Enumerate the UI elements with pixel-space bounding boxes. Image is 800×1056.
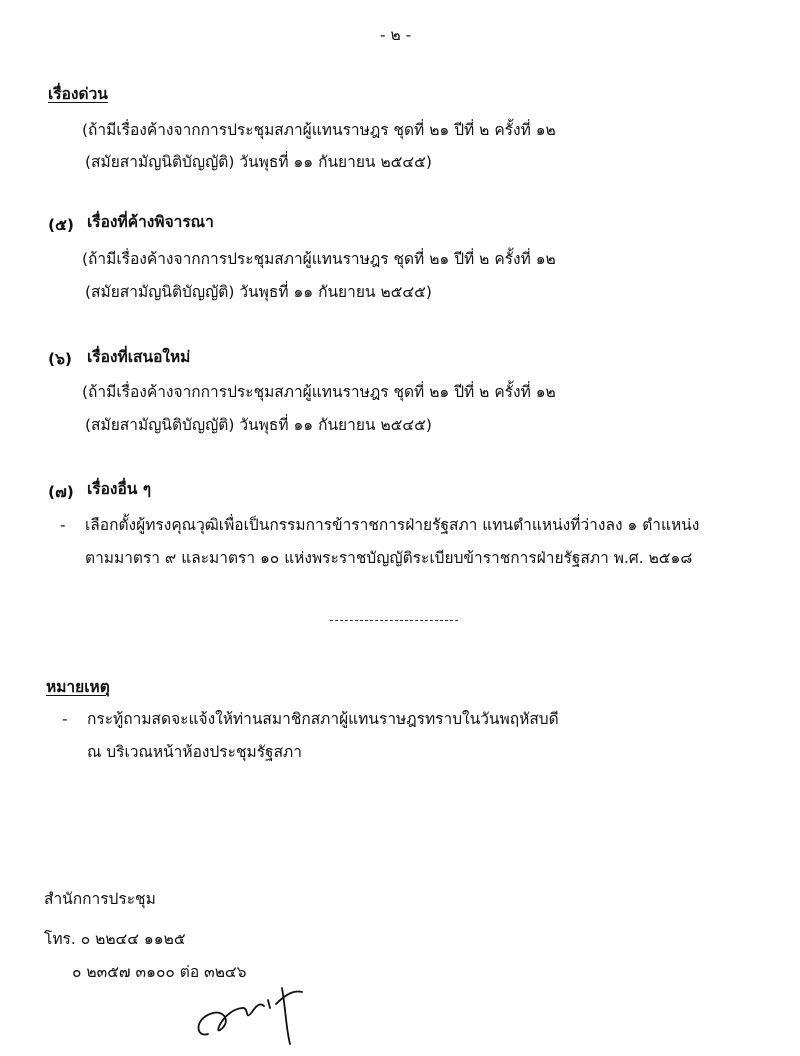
page-number: - ๒ - [380,26,412,44]
note-line-1: กระทู้ถามสดจะแจ้งให้ท่านสมาชิกสภาผู้แทนราษฎรทราบในวันพฤหัสบดี [87,710,559,728]
section-5-line-2: (สมัยสามัญนิติบัญญัติ) วันพุธที่ ๑๑ กันยายน ๒๕๔๕) [85,283,432,301]
separator-line [330,620,458,621]
section-5-heading: เรื่องที่ค้างพิจารณา [87,213,214,231]
note-line-2: ณ บริเวณหน้าห้องประชุมรัฐสภา [87,743,302,761]
section-7-number: (๗) [48,483,74,501]
section-7-heading: เรื่องอื่น ๆ [87,480,152,498]
section-7-bullet: - [60,516,66,534]
note-bullet: - [62,710,68,728]
urgent-line-1: (ถ้ามีเรื่องค้างจากการประชุมสภาผู้แทนราษฎร ชุดที่ ๒๑ ปีที่ ๒ ครั้งที่ ๑๒ [82,121,556,139]
phone-1: โทร. ๐ ๒๒๔๔ ๑๑๒๕ [44,930,186,948]
section-6-line-1: (ถ้ามีเรื่องค้างจากการประชุมสภาผู้แทนราษฎร ชุดที่ ๒๑ ปีที่ ๒ ครั้งที่ ๑๒ [82,383,556,401]
office-name: สำนักการประชุม [44,890,156,908]
phone-2: ๐ ๒๓๕๗ ๓๑๐๐ ต่อ ๓๒๔๖ [72,963,247,981]
urgent-heading: เรื่องด่วน [48,85,108,103]
section-6-heading: เรื่องที่เสนอใหม่ [87,348,191,366]
section-7-line-1: เลือกตั้งผู้ทรงคุณวุฒิเพื่อเป็นกรรมการข้าราชการฝ่ายรัฐสภา แทนตำแหน่งที่ว่างลง ๑ ตำแหน่ง [85,516,700,534]
section-5-line-1: (ถ้ามีเรื่องค้างจากการประชุมสภาผู้แทนราษฎร ชุดที่ ๒๑ ปีที่ ๒ ครั้งที่ ๑๒ [82,250,556,268]
signature-icon [190,982,310,1046]
section-5-number: (๕) [48,216,74,234]
section-6-number: (๖) [48,350,73,368]
section-7-line-2: ตามมาตรา ๙ และมาตรา ๑๐ แห่งพระราชบัญญัติระเบียบข้าราชการฝ่ายรัฐสภา พ.ศ. ๒๕๑๘ [85,549,693,567]
urgent-line-2: (สมัยสามัญนิติบัญญัติ) วันพุธที่ ๑๑ กันยายน ๒๕๔๕) [85,153,432,171]
section-6-line-2: (สมัยสามัญนิติบัญญัติ) วันพุธที่ ๑๑ กันยายน ๒๕๔๕) [85,416,432,434]
note-heading: หมายเหตุ [46,678,110,696]
